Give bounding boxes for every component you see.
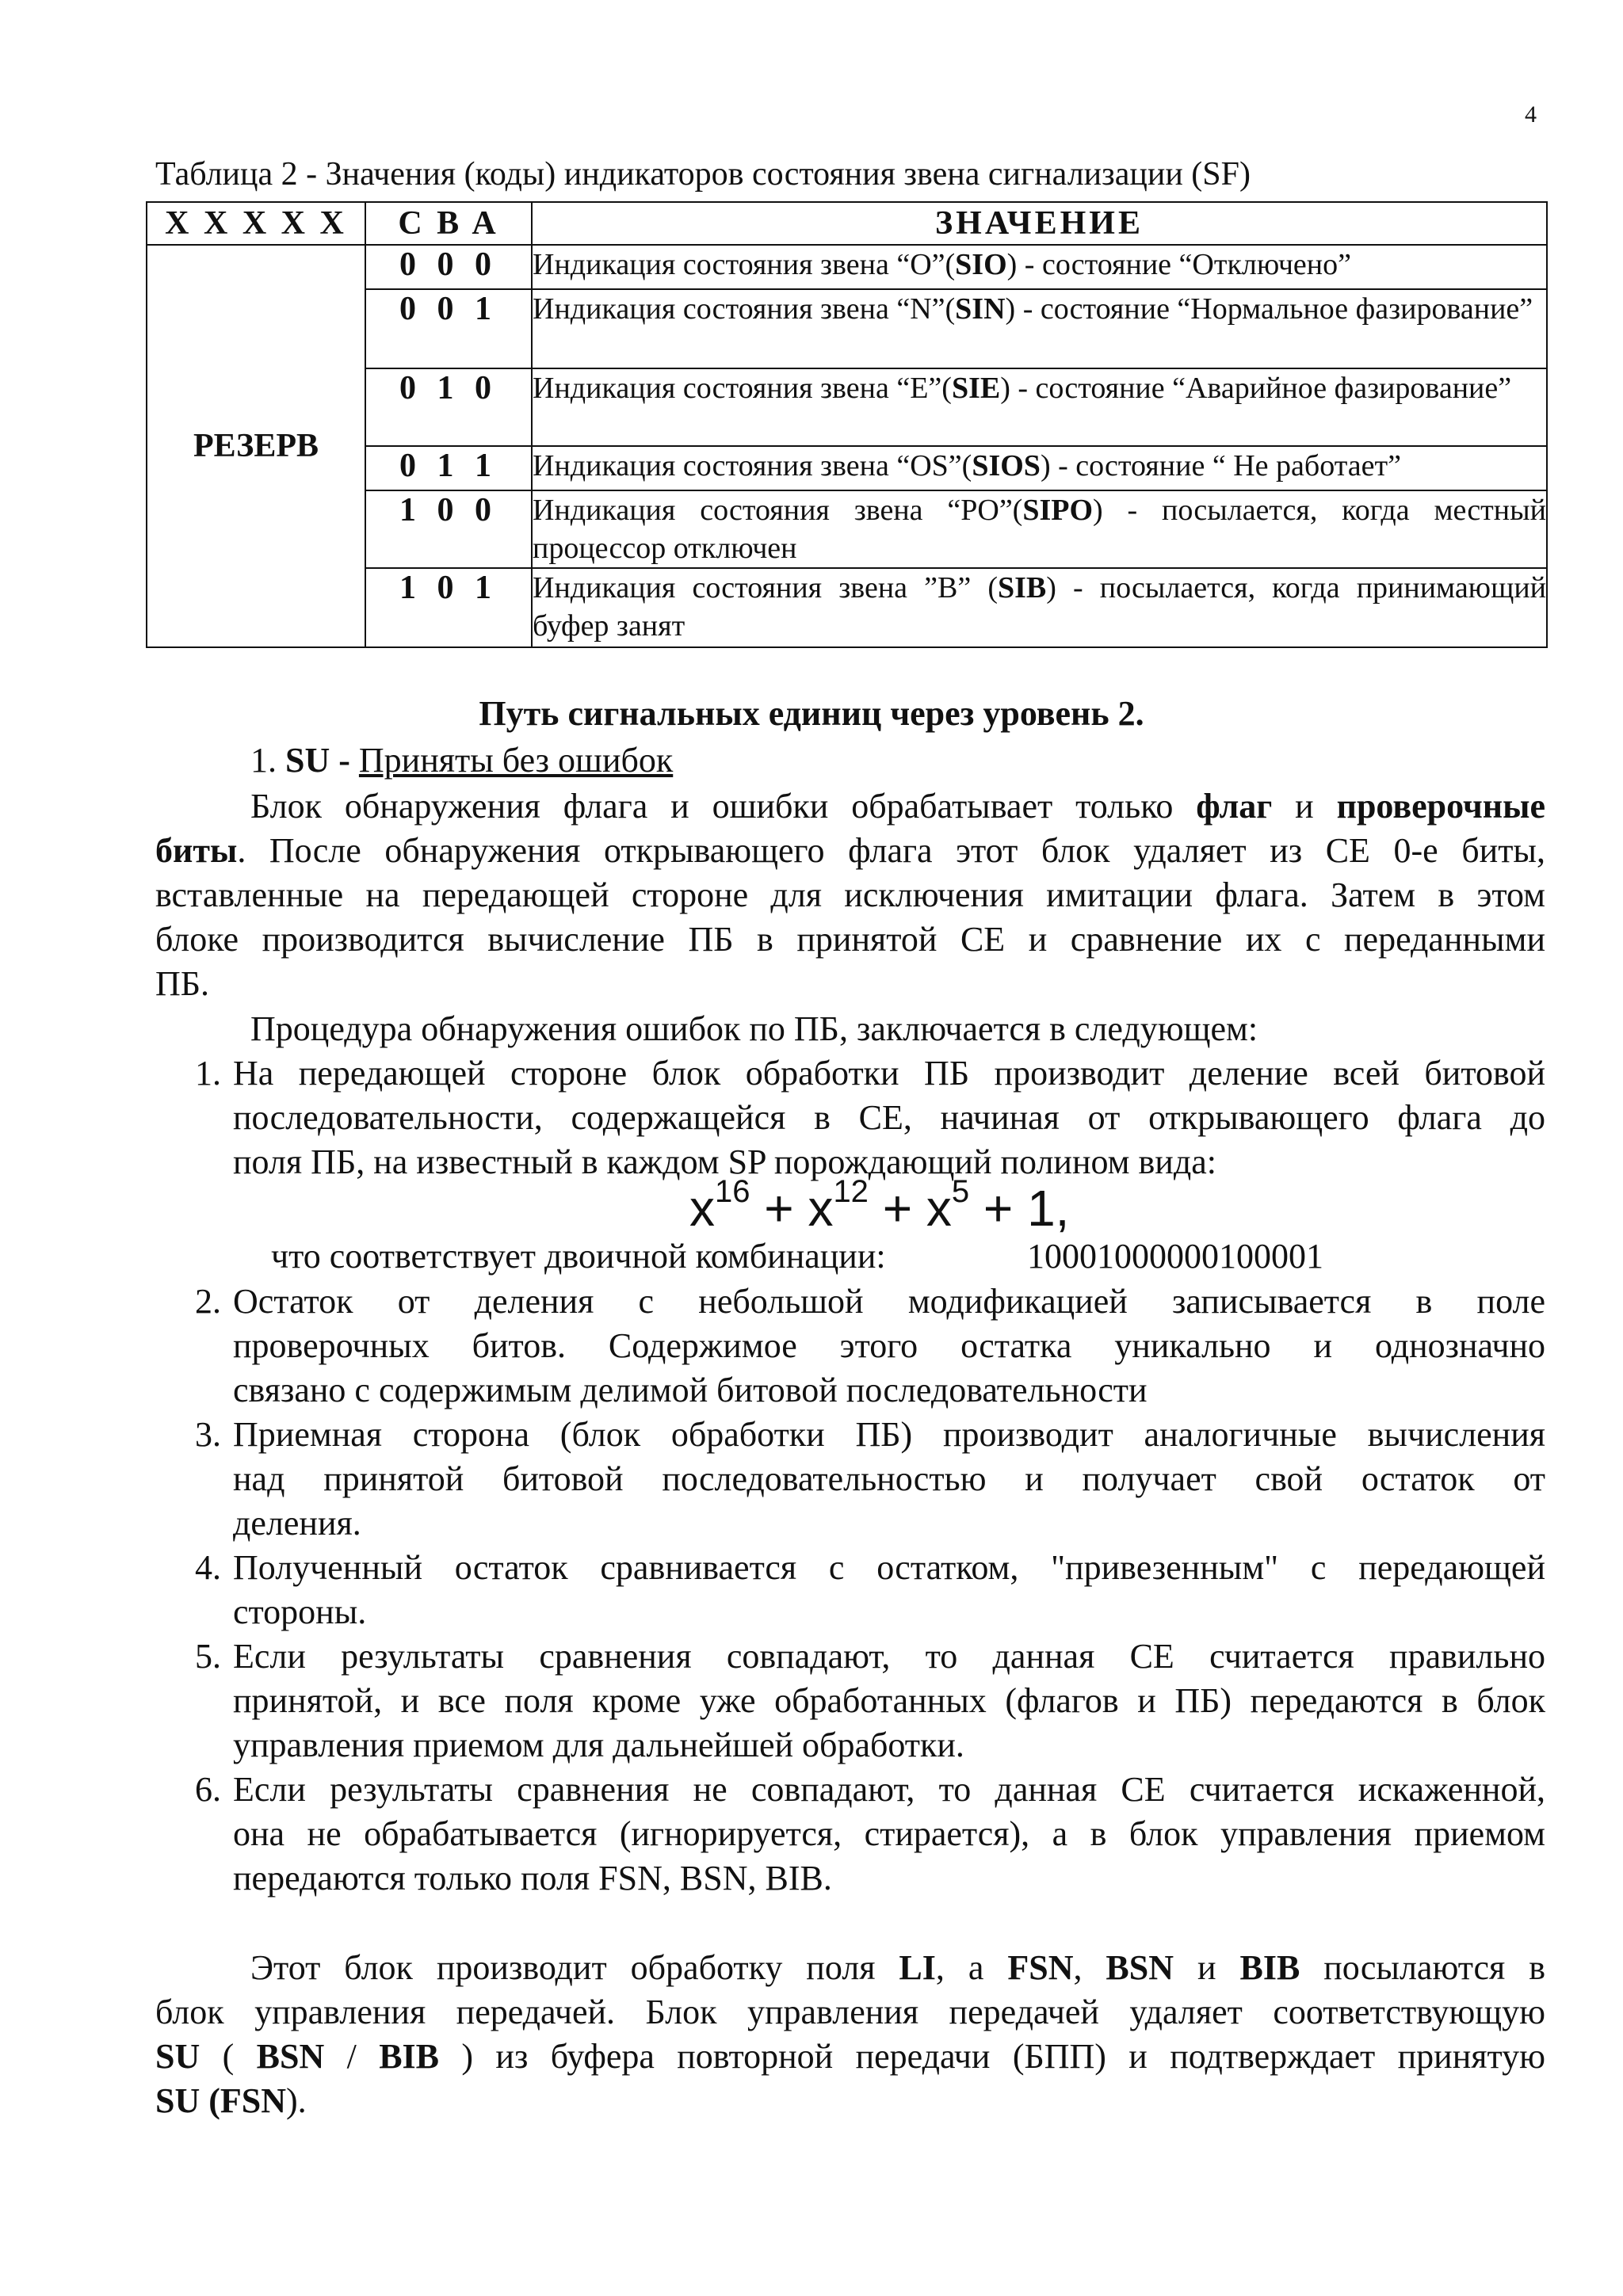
header-value: ЗНАЧЕНИЕ xyxy=(532,202,1547,245)
list-item-line: Если результаты сравнения не совпадают, то данная СЕ считается искаженной, xyxy=(233,1770,1545,1809)
list-item-line: над принятой битовой последовательностью и получает свой остаток от xyxy=(233,1459,1545,1498)
table-row xyxy=(147,245,1547,289)
list-item-line: Приемная сторона (блок обработки ПБ) производит аналогичные вычисления xyxy=(233,1415,1545,1454)
list-item-line: управления приемом для дальнейшей обработки. xyxy=(233,1726,964,1764)
list-number: 3. xyxy=(195,1415,221,1454)
list-item-line: поля ПБ, на известный в каждом SP порождающий полином вида: xyxy=(233,1142,1216,1181)
description-cell: Индикация состояния звена “N”(SIN) - состояние “Нормальное фазирование” xyxy=(532,289,1547,368)
list-item-line: принятой, и все поля кроме уже обработанных (флагов и ПБ) передаются в блок xyxy=(233,1681,1545,1720)
code-cell: 0 1 0 xyxy=(365,368,532,446)
list-item-line: Если результаты сравнения совпадают, то данная СЕ считается правильно xyxy=(233,1637,1545,1676)
section-title: Путь сигнальных единиц через уровень 2. xyxy=(479,694,1144,733)
list-item-line: На передающей стороне блок обработки ПБ производит деление всей битовой xyxy=(233,1054,1545,1093)
header-cba: C B A xyxy=(365,202,532,245)
description-cell: Индикация состояния звена ”B” (SIB) - посылается, когда принимающий буфер занят xyxy=(532,568,1547,647)
paragraph-line: SU ( BSN / BIB ) из буфера повторной передачи (БПП) и подтверждает принятую xyxy=(155,2037,1546,2076)
paragraph-line: биты. После обнаружения открывающего флага этот блок удаляет из СЕ 0-е биты, xyxy=(155,831,1545,870)
reserve-cell: РЕЗЕРВ xyxy=(147,245,365,647)
polynomial-formula: $x^{16} + x^{12} + x^5 + 1$, xyxy=(689,1174,1070,1237)
paragraph-line: блок управления передачей. Блок управления передачей удаляет соответствующую xyxy=(155,1993,1545,2031)
list-item-line: передаются только поля FSN, BSN, BIB. xyxy=(233,1859,832,1897)
paragraph-line: SU (FSN). xyxy=(155,2081,307,2120)
code-cell: 0 0 1 xyxy=(365,289,532,368)
header-xxxxx: X X X X X xyxy=(147,202,365,245)
page-number: 4 xyxy=(1525,101,1537,128)
list-item-line: деления. xyxy=(233,1504,361,1543)
code-cell: 1 0 1 xyxy=(365,568,532,647)
binary-label: что соответствует двоичной комбинации: xyxy=(271,1237,886,1276)
paragraph-line: вставленные на передающей стороне для исключения имитации флага. Затем в этом xyxy=(155,875,1545,914)
paragraph-line: Блок обнаружения флага и ошибки обрабатывает только флаг и проверочные xyxy=(250,787,1546,826)
list-item-line: последовательности, содержащейся в СЕ, начиная от открывающего флага до xyxy=(233,1098,1545,1137)
list-number: 6. xyxy=(195,1770,221,1809)
paragraph-line: ПБ. xyxy=(155,964,210,1003)
description-cell: Индикация состояния звена “O”(SIO) - состояние “Отключено” xyxy=(532,245,1547,289)
code-cell: 0 0 0 xyxy=(365,245,532,289)
list-item-line: Полученный остаток сравнивается с остатком, "привезенным" с передающей xyxy=(233,1548,1545,1587)
description-cell: Индикация состояния звена “PO”(SIPO) - посылается, когда местный процессор отключен xyxy=(532,490,1547,568)
description-cell: Индикация состояния звена “OS”(SIOS) - состояние “ Не работает” xyxy=(532,446,1547,490)
code-cell: 0 1 1 xyxy=(365,446,532,490)
list-item-line: связано с содержимым делимой битовой последовательности xyxy=(233,1371,1148,1409)
paragraph-line: Процедура обнаружения ошибок по ПБ, заключается в следующем: xyxy=(250,1009,1258,1048)
table-caption: Таблица 2 - Значения (коды) индикаторов состояния звена сигнализации (SF) xyxy=(155,156,1251,193)
list-item-line: стороны. xyxy=(233,1592,367,1631)
list-number: 1. xyxy=(195,1054,221,1093)
list-item-line: она не обрабатывается (игнорируется, стирается), а в блок управления приемом xyxy=(233,1814,1545,1853)
list-item-line: Остаток от деления с небольшой модификацией записывается в поле xyxy=(233,1282,1545,1321)
description-cell: Индикация состояния звена “E”(SIE) - состояние “Аварийное фазирование” xyxy=(532,368,1547,446)
signal-indicator-table xyxy=(146,201,1548,648)
binary-value: 10001000000100001 xyxy=(1027,1237,1323,1276)
list-number: 4. xyxy=(195,1548,221,1587)
paragraph-line: блоке производится вычисление ПБ в принятой СЕ и сравнение их с переданными xyxy=(155,920,1545,959)
list-number: 5. xyxy=(195,1637,221,1676)
list-item-line: проверочных битов. Содержимое этого остатка уникально и однозначно xyxy=(233,1326,1545,1365)
code-cell: 1 0 0 xyxy=(365,490,532,568)
list-number: 2. xyxy=(195,1282,221,1321)
paragraph-line: Этот блок производит обработку поля LI, а FSN, BSN и BIB посылаются в xyxy=(250,1948,1546,1987)
subsection-heading: 1. SU - Приняты без ошибок xyxy=(250,741,674,780)
table-header-row xyxy=(147,202,1547,245)
